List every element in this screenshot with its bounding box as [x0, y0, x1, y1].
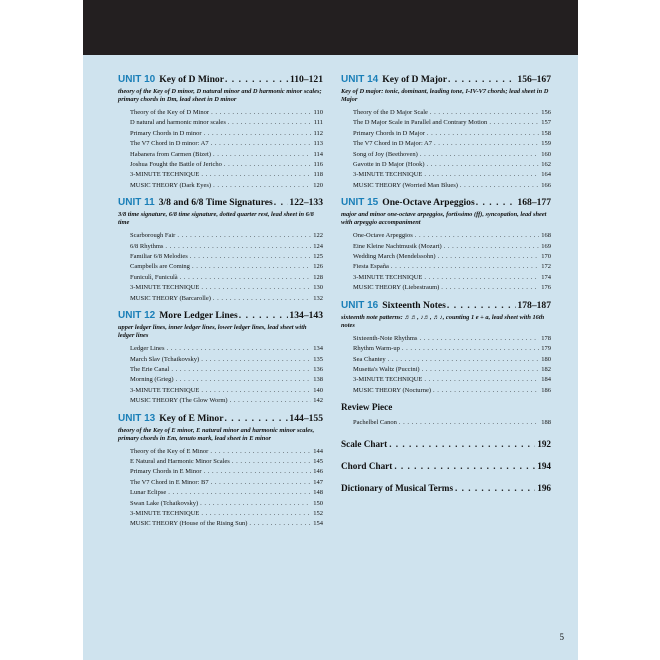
leader-dots: [211, 139, 312, 149]
leader-dots: [239, 310, 289, 321]
entry-page: 116: [313, 161, 323, 169]
toc-entry[interactable]: [130, 118, 323, 128]
entry-page: 147: [313, 478, 323, 486]
toc-entry[interactable]: [130, 509, 323, 519]
leader-dots: [201, 170, 311, 180]
entry-page: 164: [541, 171, 551, 179]
entry-page: 118: [313, 171, 323, 179]
toc-entry[interactable]: [130, 386, 323, 396]
toc-unit: [118, 74, 323, 191]
entry-title: Funiculì, Funiculà: [130, 273, 178, 281]
toc-entry[interactable]: [130, 231, 323, 241]
entry-title: Pachelbel Canon: [353, 419, 397, 427]
unit-label: UNIT 16: [341, 299, 379, 311]
unit-title: Sixteenth Notes: [382, 299, 446, 311]
entry-page: 111: [313, 119, 323, 127]
entry-page: 179: [541, 345, 551, 353]
entry-page: 110: [313, 109, 323, 116]
toc-entry[interactable]: [130, 252, 323, 262]
entry-title: Campbells are Coming: [130, 263, 190, 271]
unit-title: Key of D Minor: [159, 74, 224, 85]
entry-page: 174: [541, 273, 551, 281]
entry-page: 158: [541, 129, 551, 137]
toc-unit: [118, 197, 323, 304]
toc-unit: [341, 74, 551, 191]
unit-label: UNIT 13: [118, 412, 156, 424]
entry-page: 120: [313, 181, 323, 189]
entry-page: 168: [541, 232, 551, 240]
entry-title: MUSIC THEORY (House of the Rising Sun): [130, 520, 248, 528]
leader-dots: [430, 108, 539, 118]
entry-title: Rhythm Warm-up: [353, 345, 400, 353]
entry-title: 3-MINUTE TECHNIQUE: [130, 386, 200, 394]
entry-title: Primary Chords in D Major: [353, 129, 425, 137]
unit-description: sixteenth note patterns: ♬♬, ♪♬, ♬♪, counting 1 e + a, lead sheet with 16th notes: [341, 313, 545, 329]
unit-pages: 156–167: [517, 74, 551, 85]
unit-description: 3/8 time signature, 6/8 time signature, dotted quarter rest, lead sheet in 6/8 time: [118, 211, 314, 227]
entry-page: 157: [541, 119, 551, 127]
entry-title: Fiesta España: [353, 263, 389, 271]
toc-entry[interactable]: [130, 467, 323, 477]
toc-entry[interactable]: [130, 344, 323, 354]
leader-dots: [444, 242, 540, 252]
entry-title: 3-MINUTE TECHNIQUE: [353, 376, 423, 384]
leader-dots: [176, 375, 312, 385]
toc-entry[interactable]: [353, 418, 551, 428]
unit-description: upper ledger lines, inner ledger lines, lower ledger lines, lead sheet with ledger lines: [118, 324, 307, 340]
unit-title: One-Octave Arpeggios: [382, 197, 475, 209]
entry-page: 134: [313, 345, 323, 353]
entry-title: 6/8 Rhythms: [130, 242, 164, 250]
entry-page: 184: [541, 376, 551, 384]
entry-title: Ledger Lines: [130, 345, 165, 353]
entry-title: Wedding March (Mendelssohn): [353, 253, 436, 261]
leader-dots: [434, 139, 539, 149]
unit-label: UNIT 15: [341, 197, 379, 209]
top-dark-bar: [83, 0, 578, 55]
unit-title: Key of E Minor: [159, 412, 224, 424]
toc-entry[interactable]: [130, 283, 323, 293]
unit-items: [353, 108, 551, 191]
leader-dots: [424, 170, 539, 180]
leader-dots: [460, 181, 539, 191]
entry-page: 136: [313, 365, 323, 373]
entry-page: 170: [541, 253, 551, 261]
entry-title: MUSIC THEORY (Nocturne): [353, 386, 431, 394]
toc-entry[interactable]: [130, 170, 323, 180]
back-matter: [341, 439, 551, 493]
entry-page: 186: [541, 386, 551, 394]
entry-page: 150: [313, 499, 323, 507]
leader-dots: [249, 519, 311, 529]
entry-title: MUSIC THEORY (The Glow Worm): [130, 397, 228, 405]
leader-dots: [274, 197, 289, 208]
back-matter-entry[interactable]: [341, 439, 551, 449]
leader-dots: [204, 467, 312, 477]
entry-page: 126: [313, 263, 323, 271]
leader-dots: [204, 129, 312, 139]
toc-entry[interactable]: [130, 519, 323, 529]
entry-page: 172: [541, 263, 551, 271]
entry-page: 128: [313, 273, 323, 281]
entry-title: Lunar Eclipse: [130, 489, 167, 497]
unit-pages: 178–187: [517, 299, 551, 311]
unit-pages: 134–143: [289, 310, 323, 322]
entry-page: 160: [541, 150, 551, 158]
toc-entry[interactable]: [130, 129, 323, 139]
unit-heading[interactable]: [341, 300, 551, 311]
entry-page: 178: [541, 334, 551, 342]
toc-entry[interactable]: [130, 150, 323, 160]
unit-label: UNIT 12: [118, 310, 156, 322]
toc-entry[interactable]: [353, 375, 551, 385]
toc-right-column: [341, 74, 551, 505]
toc-entry[interactable]: [353, 108, 551, 118]
entry-page: 182: [541, 365, 551, 373]
leader-dots: [225, 74, 289, 85]
leader-dots: [230, 396, 312, 406]
toc-left-column: [118, 74, 323, 536]
entry-page: 135: [313, 355, 323, 363]
unit-pages: 122–133: [289, 197, 323, 209]
leader-dots: [224, 160, 312, 170]
entry-title: The V7 Chord in D Major: A7: [353, 140, 432, 148]
leader-dots: [424, 273, 539, 283]
toc-entry[interactable]: [130, 488, 323, 498]
entry-title: One-Octave Arpeggios: [353, 232, 413, 240]
leader-dots: [427, 129, 539, 139]
leader-dots: [232, 457, 311, 467]
entry-page: 156: [541, 109, 551, 116]
toc-entry[interactable]: [130, 108, 323, 118]
leader-dots: [211, 478, 312, 488]
entry-page: 138: [313, 376, 323, 384]
toc-entry[interactable]: [353, 344, 551, 354]
entry-title: March Slav (Tchaikovsky): [130, 355, 200, 363]
leader-dots: [224, 413, 288, 424]
entry-page: 132: [313, 294, 323, 302]
leader-dots: [402, 344, 539, 354]
leader-dots: [388, 355, 540, 365]
leader-dots: [489, 118, 539, 128]
toc-unit: [118, 310, 323, 406]
leader-dots: [177, 231, 311, 241]
entry-page: 152: [313, 509, 323, 517]
right-units: [341, 74, 551, 396]
unit-heading[interactable]: [118, 413, 323, 424]
toc-entry[interactable]: [353, 118, 551, 128]
toc-entry[interactable]: [130, 181, 323, 191]
leader-dots: [168, 488, 311, 498]
entry-title: Habanera from Carmen (Bizet): [130, 150, 212, 158]
entry-page: 176: [541, 284, 551, 292]
toc-entry[interactable]: [353, 283, 551, 293]
entry-title: The D Major Scale in Parallel and Contrary Motion: [353, 119, 488, 127]
entry-title: 3-MINUTE TECHNIQUE: [130, 284, 200, 292]
toc-entry[interactable]: [353, 242, 551, 252]
toc-entry[interactable]: [130, 375, 323, 385]
entry-page: 112: [313, 129, 323, 137]
entry-title: MUSIC THEORY (Dark Eyes): [130, 181, 212, 189]
toc-entry[interactable]: [353, 170, 551, 180]
leader-dots: [201, 355, 311, 365]
leader-dots: [228, 118, 312, 128]
leader-dots: [394, 461, 535, 471]
entry-title: Primary Chords in D minor: [130, 129, 202, 137]
entry-title: Swan Lake (Tchaikovsky): [130, 499, 199, 507]
toc-entry[interactable]: [353, 181, 551, 191]
entry-page: 162: [541, 161, 551, 169]
entry-title: MUSIC THEORY (Worried Man Blues): [353, 181, 458, 189]
leader-dots: [433, 386, 539, 396]
entry-title: Dictionary of Musical Terms: [341, 482, 454, 493]
toc-entry[interactable]: [130, 457, 323, 467]
leader-dots: [426, 160, 539, 170]
toc-entry[interactable]: [130, 499, 323, 509]
entry-title: E Natural and Harmonic Minor Scales: [130, 457, 230, 465]
entry-page: 146: [313, 468, 323, 476]
entry-title: Scale Chart: [341, 438, 388, 449]
entry-title: Chord Chart: [341, 460, 393, 471]
entry-page: 130: [313, 284, 323, 292]
entry-page: 180: [541, 355, 551, 363]
leader-dots: [165, 242, 311, 252]
unit-title: More Ledger Lines: [159, 310, 238, 322]
entry-title: Sea Chantey: [353, 355, 386, 363]
toc-unit: [341, 197, 551, 293]
toc-unit: [118, 413, 323, 530]
entry-title: Theory of the Key of D Minor: [130, 109, 210, 116]
entry-title: Musetta's Waltz (Puccini): [353, 365, 420, 373]
unit-pages: 168–177: [517, 197, 551, 209]
unit-items: [130, 108, 323, 191]
unit-label: UNIT 14: [341, 74, 379, 85]
leader-dots: [166, 344, 311, 354]
unit-description: theory of the Key of E minor, E natural minor and harmonic minor scales, primary chords in Em, tenuto mark, lead sheet in E minor: [118, 426, 315, 442]
leader-dots: [455, 483, 535, 493]
leader-dots: [389, 439, 535, 449]
page-number: 5: [559, 632, 564, 642]
entry-title: MUSIC THEORY (Barcarolle): [130, 294, 211, 302]
entry-page: 188: [541, 419, 551, 427]
entry-page: 148: [313, 489, 323, 497]
leader-dots: [210, 447, 311, 457]
entry-page: 125: [313, 253, 323, 261]
leader-dots: [448, 74, 516, 85]
toc-entry[interactable]: [130, 262, 323, 272]
leader-dots: [420, 150, 539, 160]
unit-label: UNIT 10: [118, 74, 156, 85]
leader-dots: [441, 283, 539, 293]
leader-dots: [213, 150, 311, 160]
unit-items: [130, 344, 323, 406]
toc-entry[interactable]: [130, 447, 323, 457]
leader-dots: [201, 283, 311, 293]
unit-description: Key of D major: tonic, dominant, leading tone, I-IV-V7 chords; lead sheet in D Major: [341, 88, 549, 103]
unit-heading[interactable]: [118, 197, 323, 208]
leader-dots: [201, 509, 311, 519]
entry-title: Gavotte in D Major (Hook): [353, 161, 425, 169]
unit-items: [130, 231, 323, 304]
back-matter-entry[interactable]: [341, 461, 551, 471]
leader-dots: [419, 334, 539, 344]
back-matter-entry[interactable]: [341, 483, 551, 493]
leader-dots: [180, 273, 312, 283]
entry-title: Scarborough Fair: [130, 232, 176, 240]
toc-entry[interactable]: [353, 273, 551, 283]
toc-entry[interactable]: [130, 273, 323, 283]
unit-description: major and minor one-octave arpeggios, fortissimo (ff), syncopation, lead sheet with arpeggio accompaniment: [341, 211, 547, 227]
leader-dots: [200, 499, 311, 509]
unit-pages: 110–121: [289, 74, 323, 85]
entry-title: Sixteenth-Note Rhythms: [353, 334, 418, 342]
entry-title: Primary Chords in E Minor: [130, 468, 202, 476]
leader-dots: [399, 418, 539, 428]
entry-page: 159: [541, 140, 551, 148]
entry-page: 145: [313, 457, 323, 465]
entry-page: 124: [313, 242, 323, 250]
entry-title: Eine Kleine Nachtmusik (Mozart): [353, 242, 442, 250]
unit-pages: 144–155: [289, 412, 323, 424]
unit-items: [353, 231, 551, 293]
toc-entry[interactable]: [130, 396, 323, 406]
leader-dots: [211, 108, 311, 118]
entry-page: 122: [313, 232, 323, 240]
unit-heading[interactable]: [341, 74, 551, 85]
entry-page: 144: [313, 447, 323, 455]
unit-items: [130, 447, 323, 530]
entry-page: 194: [537, 460, 551, 471]
unit-items: [353, 334, 551, 396]
toc-entry[interactable]: [130, 365, 323, 375]
toc-entry[interactable]: [353, 355, 551, 365]
entry-page: 154: [313, 520, 323, 528]
leader-dots: [424, 375, 539, 385]
entry-title: 3-MINUTE TECHNIQUE: [130, 509, 200, 517]
toc-entry[interactable]: [353, 129, 551, 139]
toc-entry[interactable]: [353, 150, 551, 160]
unit-heading[interactable]: [118, 74, 323, 85]
entry-title: D natural and harmonic minor scales: [130, 119, 226, 127]
entry-title: The V7 Chord in D minor: A7: [130, 140, 209, 148]
toc-entry[interactable]: [130, 478, 323, 488]
leader-dots: [213, 294, 311, 304]
entry-page: 166: [541, 181, 551, 189]
entry-title: MUSIC THEORY (Liebestraum): [353, 284, 440, 292]
toc-entry[interactable]: [353, 262, 551, 272]
entry-title: The V7 Chord in E Minor: B7: [130, 478, 209, 486]
unit-title: Key of D Major: [382, 74, 447, 85]
entry-title: The Erie Canal: [130, 365, 170, 373]
entry-page: 113: [313, 140, 323, 148]
leader-dots: [201, 386, 311, 396]
entry-title: Joshua Fought the Battle of Jericho: [130, 161, 222, 169]
unit-heading[interactable]: [341, 197, 551, 208]
entry-page: 196: [537, 482, 551, 493]
entry-title: Theory of the Key of E Minor: [130, 447, 209, 455]
entry-page: 169: [541, 242, 551, 250]
toc-unit: [341, 300, 551, 396]
entry-title: 3-MINUTE TECHNIQUE: [353, 273, 423, 281]
entry-page: 140: [313, 386, 323, 394]
leader-dots: [192, 262, 311, 272]
leader-dots: [171, 365, 311, 375]
unit-title: 3/8 and 6/8 Time Signatures: [158, 197, 273, 209]
unit-description: theory of the Key of D minor, D natural minor and D harmonic minor scales; primary chords in Dm, lead sheet in D minor: [118, 88, 322, 103]
entry-title: 3-MINUTE TECHNIQUE: [130, 171, 200, 179]
toc-entry[interactable]: [130, 294, 323, 304]
entry-title: Song of Joy (Beethoven): [353, 150, 418, 158]
review-heading: Review Piece: [341, 402, 393, 413]
entry-title: Theory of the D Major Scale: [353, 109, 428, 116]
leader-dots: [476, 197, 517, 208]
toc-entry[interactable]: [353, 365, 551, 375]
toc-entry[interactable]: [353, 386, 551, 396]
toc-entry[interactable]: [353, 334, 551, 344]
toc-entry[interactable]: [353, 139, 551, 149]
entry-page: 192: [537, 438, 551, 449]
toc-entry[interactable]: [130, 139, 323, 149]
toc-entry[interactable]: [130, 160, 323, 170]
toc-entry[interactable]: [353, 252, 551, 262]
leader-dots: [422, 365, 540, 375]
unit-label: UNIT 11: [118, 197, 155, 209]
leader-dots: [415, 231, 540, 241]
leader-dots: [447, 300, 517, 311]
toc-entry[interactable]: [130, 355, 323, 365]
toc-entry[interactable]: [130, 242, 323, 252]
entry-page: 114: [313, 150, 323, 158]
toc-entry[interactable]: [353, 160, 551, 170]
leader-dots: [391, 262, 539, 272]
toc-page: [83, 0, 578, 660]
review-items: [353, 418, 551, 428]
entry-title: Familiar 6/8 Melodies: [130, 253, 188, 261]
leader-dots: [213, 181, 311, 191]
entry-page: 142: [313, 397, 323, 405]
leader-dots: [438, 252, 540, 262]
unit-heading[interactable]: [118, 310, 323, 321]
leader-dots: [190, 252, 311, 262]
entry-title: 3-MINUTE TECHNIQUE: [353, 171, 423, 179]
entry-title: Morning (Grieg): [130, 376, 174, 384]
toc-entry[interactable]: [353, 231, 551, 241]
